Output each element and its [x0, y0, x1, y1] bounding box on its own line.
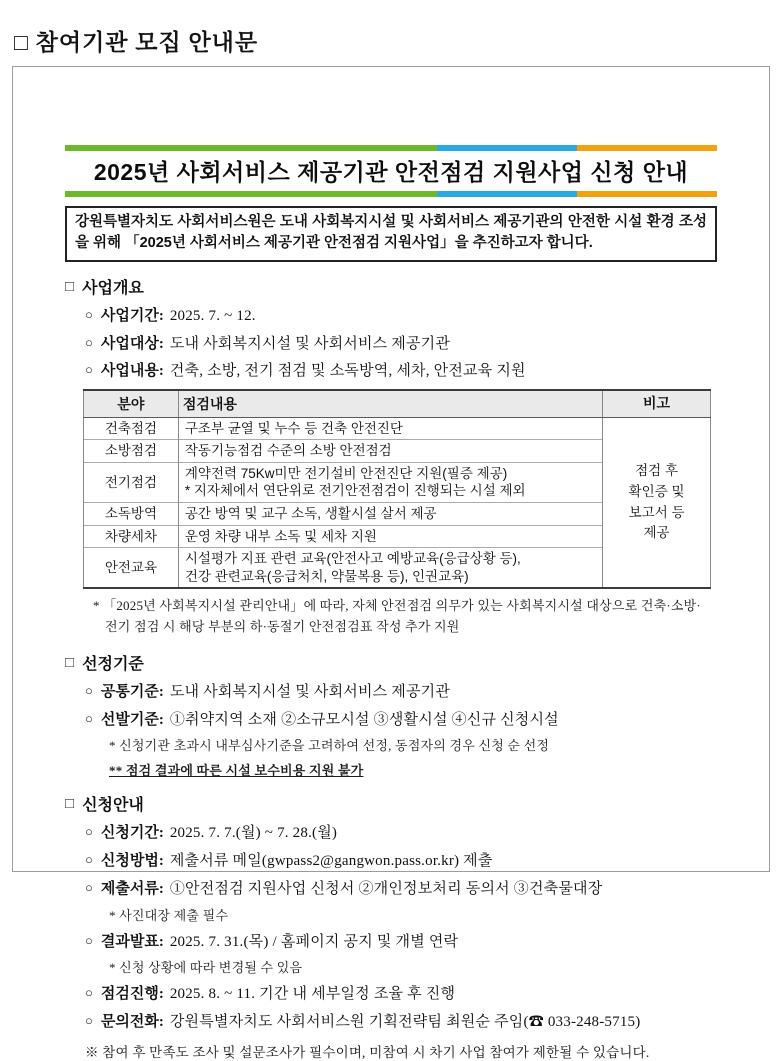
column-header-content: 점검내용	[178, 390, 602, 417]
document-frame	[12, 66, 770, 1060]
circle-bullet-glyph: ○	[85, 824, 93, 840]
circle-bullet-glyph: ○	[85, 932, 93, 948]
section-heading-text: 신청안내	[82, 797, 144, 815]
cell-content-line: 건강 관련교육(응급처치, 약물복용 등), 인권교육)	[184, 568, 469, 584]
item-value: 도내 사회복지시설 및 사회서비스 제공기관	[169, 683, 451, 700]
list-item-application-method	[85, 852, 717, 871]
inspection-table	[83, 389, 711, 589]
item-value: 도내 사회복지시설 및 사회서비스 제공기관	[169, 335, 451, 352]
item-label: 신청기간:	[100, 825, 164, 842]
banner-title: 2025년 사회서비스 제공기관 안전점검 지원사업 신청 안내	[93, 159, 689, 185]
stripe-orange	[577, 191, 717, 197]
cell-content	[178, 548, 602, 589]
page-title-text: 참여기관 모집 안내문	[35, 30, 259, 55]
column-header-remark: 비고	[603, 390, 711, 417]
circle-bullet-glyph: ○	[85, 879, 93, 895]
item-label: 사업내용:	[100, 363, 164, 380]
cell-field: 차량세차	[84, 525, 179, 548]
circle-bullet-glyph: ○	[85, 710, 93, 726]
page-title	[14, 24, 258, 57]
cell-content: 구조부 균열 및 누수 등 건축 안전진단	[178, 417, 602, 440]
section-heading-criteria	[65, 651, 717, 674]
list-item-result-announcement	[85, 933, 717, 952]
stripe-green	[65, 145, 437, 151]
section-square-glyph: □	[65, 277, 75, 295]
list-item-application-period	[85, 824, 717, 843]
stripe-blue	[437, 191, 577, 197]
intro-notice-box: 강원특별자치도 사회서비스원은 도내 사회복지시설 및 사회서비스 제공기관의 안전한 시설 환경 조성을 위해 「2025년 사회서비스 제공기관 안전점검 지원사업」을 추진하고자 합니다.	[65, 206, 717, 262]
stripe-orange	[577, 145, 717, 151]
cell-field: 건축점검	[84, 417, 179, 440]
remark-line: 보고서 등	[628, 504, 685, 520]
cell-content-line: * 지자체에서 연단위로 전기안전점검이 진행되는 시설 제외	[184, 483, 526, 499]
cell-content: 작동기능점검 수준의 소방 안전점검	[178, 440, 602, 463]
checkbox-square-glyph: □	[14, 30, 29, 55]
circle-bullet-glyph: ○	[85, 985, 93, 1001]
item-label: 제출서류:	[100, 880, 164, 897]
item-value: 제출서류 메일(gwpass2@gangwon.pass.or.kr) 제출	[169, 853, 493, 870]
item-value: 2025. 7. 31.(목) / 홈페이지 공지 및 개별 연락	[169, 933, 459, 950]
criteria-note-1: * 신청기관 초과시 내부심사기준을 고려하여 선정, 동점자의 경우 신청 순 선정	[109, 738, 550, 754]
table-footnote: * 「2025년 사회복지시설 관리안내」에 따라, 자체 안전점검 의무가 있는 사회복지시설 대상으로 건축·소방·전기 점검 시 해당 부분의 하·동절기 안전점검표 작성 추가 지원	[93, 598, 701, 635]
list-item-contact-phone	[85, 1013, 717, 1032]
section-heading-overview	[65, 275, 717, 298]
section-square-glyph: □	[65, 653, 75, 671]
item-value: 2025. 8. ~ 11. 기간 내 세부일정 조율 후 진행	[169, 986, 456, 1003]
cell-content-line: 계약전력 75Kw미만 전기설비 안전진단 지원(필증 제공)	[184, 465, 508, 481]
circle-bullet-glyph: ○	[85, 306, 93, 322]
cell-field: 소방점검	[84, 440, 179, 463]
list-item-project-period	[85, 307, 717, 326]
banner-top-stripe	[65, 145, 717, 151]
section-heading-text: 사업개요	[82, 279, 144, 297]
cell-content: 운영 차량 내부 소독 및 세차 지원	[178, 525, 602, 548]
item-label: 사업대상:	[100, 335, 164, 352]
cell-content	[178, 462, 602, 502]
column-header-field: 분야	[84, 390, 179, 417]
list-item-common-criteria	[85, 683, 717, 702]
cell-field: 안전교육	[84, 548, 179, 589]
item-value: ①안전점검 지원사업 신청서 ②개인정보처리 동의서 ③건축물대장	[169, 880, 603, 897]
cell-field: 소독방역	[84, 503, 179, 526]
table-row	[84, 417, 711, 440]
stripe-green	[65, 191, 437, 197]
cell-remark-merged	[603, 417, 711, 588]
circle-bullet-glyph: ○	[85, 852, 93, 868]
stripe-blue	[437, 145, 577, 151]
item-label: 결과발표:	[100, 933, 164, 950]
item-label: 공통기준:	[100, 683, 164, 700]
item-label: 사업기간:	[100, 307, 164, 324]
item-label: 문의전화:	[100, 1014, 164, 1031]
item-value: ①취약지역 소재 ②소규모시설 ③생활시설 ④신규 신청시설	[169, 711, 559, 728]
item-label: 선발기준:	[100, 711, 164, 728]
list-item-selection-criteria	[85, 711, 717, 730]
item-value: 2025. 7. 7.(월) ~ 7. 28.(월)	[169, 825, 338, 842]
table-header-row	[84, 390, 711, 417]
remark-line: 점검 후	[635, 462, 678, 478]
item-label: 점검진행:	[100, 986, 164, 1003]
section-heading-text: 선정기준	[82, 655, 144, 673]
banner-bottom-stripe	[65, 191, 717, 197]
list-item-project-content	[85, 362, 717, 381]
section-heading-application	[65, 792, 717, 815]
cell-content: 공간 방역 및 교구 소독, 생활시설 살서 제공	[178, 503, 602, 526]
circle-bullet-glyph: ○	[85, 362, 93, 378]
list-item-required-documents	[85, 880, 717, 899]
result-note: * 신청 상황에 따라 변경될 수 있음	[109, 960, 303, 976]
banner	[65, 145, 717, 197]
cell-content-line: 시설평가 지표 관련 교육(안전사고 예방교육(응급상황 등),	[184, 551, 521, 567]
participation-warning-note: ※ 참여 후 만족도 조사 및 설문조사가 필수이며, 미참여 시 차기 사업 참여가 제한될 수 있습니다.	[85, 1044, 650, 1060]
section-square-glyph: □	[65, 795, 75, 813]
criteria-note-2: ** 점검 결과에 따른 시설 보수비용 지원 불가	[109, 763, 364, 779]
item-value: 강원특별자치도 사회서비스원 기획전략팀 최원순 주임(☎ 033-248-5715)	[169, 1014, 641, 1031]
remark-line: 확인증 및	[628, 483, 685, 499]
item-value: 건축, 소방, 전기 점검 및 소독방역, 세차, 안전교육 지원	[169, 363, 526, 380]
cell-field: 전기점검	[84, 462, 179, 502]
item-value: 2025. 7. ~ 12.	[169, 307, 256, 324]
item-label: 신청방법:	[100, 853, 164, 870]
circle-bullet-glyph: ○	[85, 334, 93, 350]
list-item-project-target	[85, 335, 717, 354]
circle-bullet-glyph: ○	[85, 682, 93, 698]
circle-bullet-glyph: ○	[85, 1013, 93, 1029]
remark-line: 제공	[643, 525, 670, 541]
list-item-inspection-schedule	[85, 985, 717, 1004]
documents-note: * 사진대장 제출 필수	[109, 907, 229, 923]
